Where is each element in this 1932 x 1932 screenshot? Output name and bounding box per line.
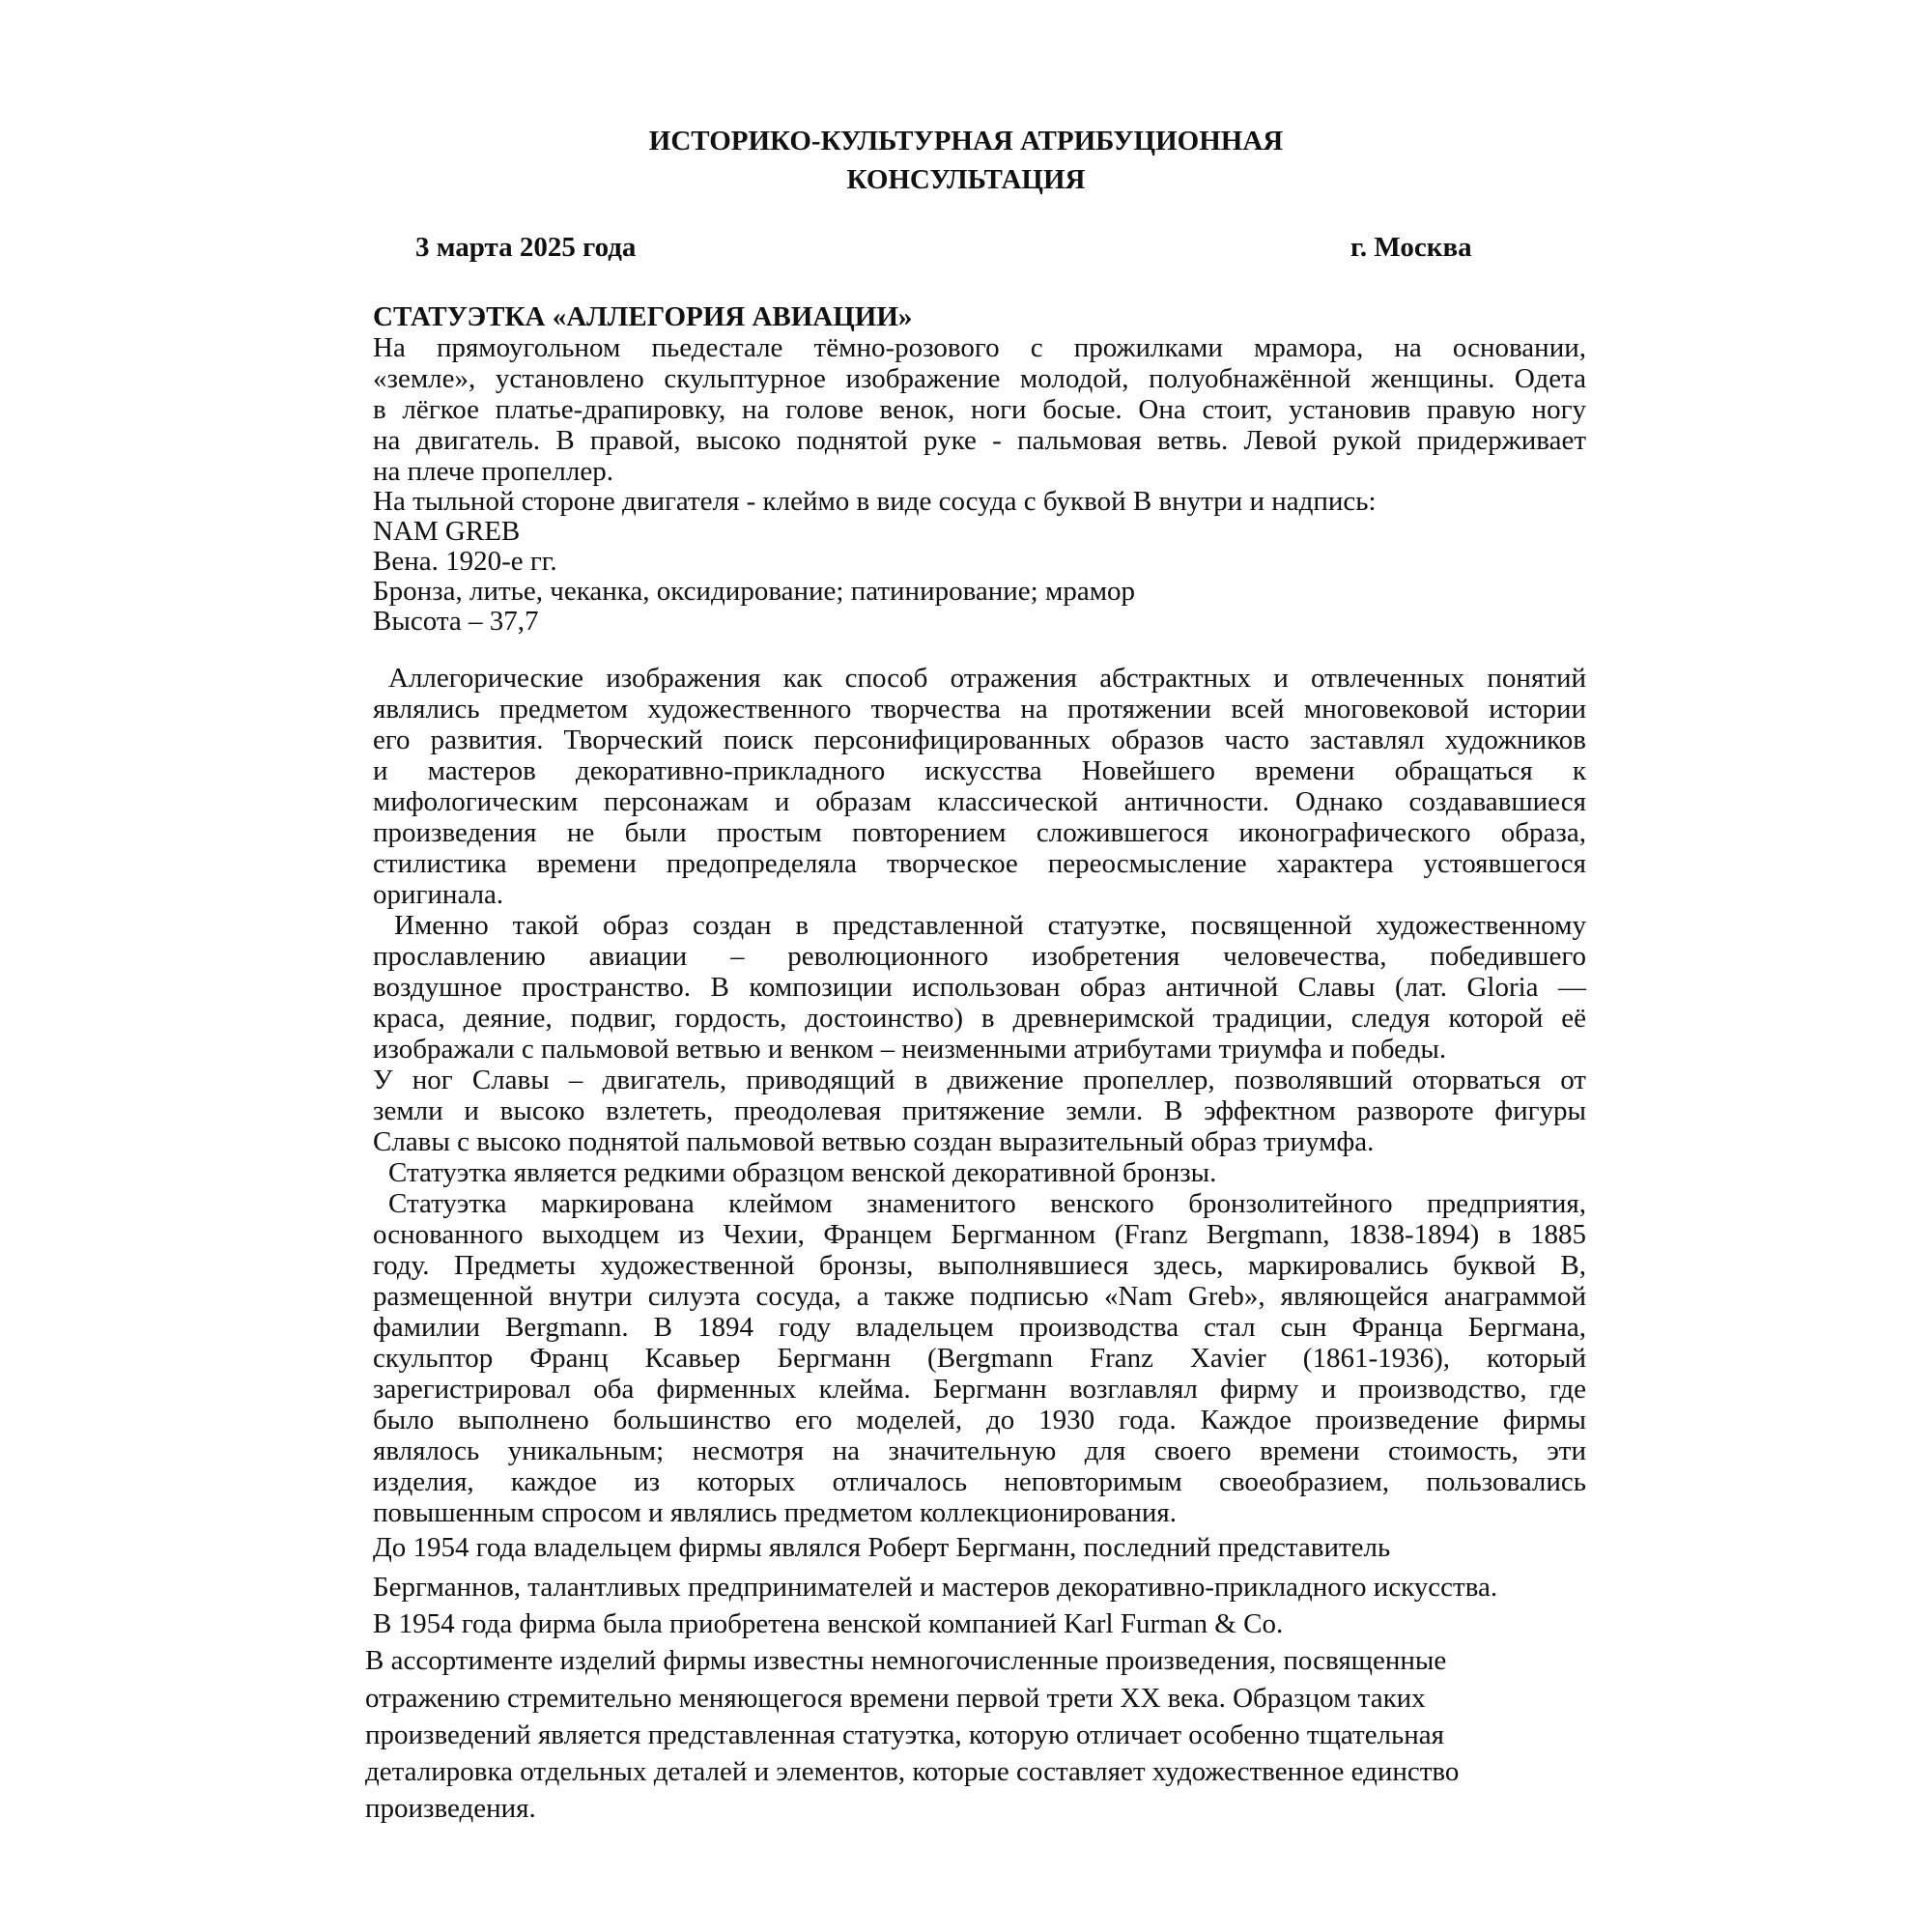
body-text-line: Бронза, литье, чеканка, оксидирование; патинирование; мрамор (373, 576, 1136, 607)
body-text-line: На тыльной стороне двигателя - клеймо в виде сосуда с буквой В внутри и надпись: (373, 486, 1377, 517)
body-text-line: Аллегорические изображения как способ отражения абстрактных и отвлеченных понятий (388, 663, 1586, 694)
body-text-line: Бергманнов, талантливых предпринимателей и мастеров декоративно-прикладного искусства. (373, 1572, 1498, 1603)
body-text-line: NAM GREB (373, 516, 521, 547)
body-text-line: До 1954 года владельцем фирмы являлся Роберт Бергманн, последний представитель (373, 1532, 1391, 1563)
body-text-line: В 1954 года фирма была приобретена венской компанией Karl Furman & Co. (373, 1608, 1284, 1639)
body-text-line: мифологическим персонажам и образам классической античности. Однако создававшиеся (373, 786, 1586, 817)
body-text-line: повышенным спросом и являлись предметом коллекционирования. (373, 1497, 1177, 1528)
body-text-line: произведений является представленная статуэтка, которую отличает особенно тщательная (365, 1719, 1444, 1750)
body-text-line: Вена. 1920-е гг. (373, 546, 557, 577)
body-text-line: прославлению авиации – революционного изобретения человечества, победившего (373, 941, 1586, 972)
body-text-line: У ног Славы – двигатель, приводящий в движение пропеллер, позволявший оторваться от (373, 1065, 1586, 1095)
body-text-line: В ассортименте изделий фирмы известны немногочисленные произведения, посвященные (365, 1645, 1447, 1676)
body-text-line: зарегистрировал оба фирменных клейма. Бергманн возглавлял фирму и производство, где (373, 1374, 1586, 1405)
body-text-line: Статуэтка маркирована клеймом знаменитого венского бронзолитейного предприятия, (388, 1188, 1586, 1219)
body-text-line: году. Предметы художественной бронзы, выполнявшиеся здесь, маркировались буквой В, (373, 1250, 1586, 1281)
section-heading: СТАТУЭТКА «АЛЛЕГОРИЯ АВИАЦИИ» (373, 301, 913, 332)
body-text-line: изображали с пальмовой ветвью и венком – неизменными атрибутами триумфа и победы. (373, 1034, 1447, 1065)
body-text-line: Славы с высоко поднятой пальмовой ветвью создан выразительный образ триумфа. (373, 1126, 1375, 1157)
body-text-line: скульптор Франц Ксавьер Бергманн (Bergmann Franz Xavier (1861-1936), который (373, 1343, 1586, 1374)
body-text-line: его развития. Творческий поиск персонифицированных образов часто заставлял художников (373, 724, 1586, 755)
body-text-line: деталировка отдельных деталей и элементов, которые составляет художественное единство (365, 1756, 1460, 1787)
document-title (0, 122, 1932, 199)
title-line-1: ИСТОРИКО-КУЛЬТУРНАЯ АТРИБУЦИОННАЯ (648, 126, 1284, 156)
body-text-line: стилистика времени предопределяла творческое переосмысление характера устоявшегося (373, 848, 1586, 879)
body-text-line: оригинала. (373, 879, 504, 910)
body-text-line: краса, деяние, подвиг, гордость, достоинство) в древнеримской традиции, следуя которой её (373, 1003, 1586, 1034)
body-text-line: произведения. (365, 1793, 536, 1824)
body-text-line: являлось уникальным; несмотря на значительную для своего времени стоимость, эти (373, 1435, 1586, 1466)
body-text-line: На прямоугольном пьедестале тёмно-розового с прожилками мрамора, на основании, (373, 332, 1586, 363)
title-line-2: КОНСУЛЬТАЦИЯ (846, 164, 1086, 195)
body-text-line: воздушное пространство. В композиции использован образ античной Славы (лат. Gloria — (373, 972, 1586, 1003)
document-city: г. Москва (1350, 232, 1472, 263)
body-text-line: отражению стремительно меняющегося времени первой трети XX века. Образцом таких (365, 1683, 1426, 1714)
body-text-line: Именно такой образ создан в представленной статуэтке, посвященной художественному (394, 910, 1586, 941)
document-date: 3 марта 2025 года (415, 232, 637, 263)
body-text-line: «земле», установлено скульптурное изображение молодой, полуобнажённой женщины. Одета (373, 363, 1586, 394)
body-text-line: в лёгкое платье-драпировку, на голове венок, ноги босые. Она стоит, установив правую ногу (373, 394, 1586, 425)
body-text-line: на плече пропеллер. (373, 456, 613, 487)
body-text-line: земли и высоко взлететь, преодолевая притяжение земли. В эффектном развороте фигуры (373, 1095, 1586, 1126)
body-text-line: фамилии Bergmann. В 1894 году владельцем производства стал сын Франца Бергмана, (373, 1312, 1586, 1343)
body-text-line: изделия, каждое из которых отличалось неповторимым своеобразием, пользовались (373, 1466, 1586, 1497)
body-text-line: размещенной внутри силуэта сосуда, а также подписью «Nam Greb», являющейся анаграммой (373, 1281, 1586, 1312)
body-text-line: являлись предметом художественного творчества на протяжении всей многовековой истории (373, 694, 1586, 724)
body-text-line: произведения не были простым повторением сложившегося иконографического образа, (373, 817, 1586, 848)
body-text-line: было выполнено большинство его моделей, до 1930 года. Каждое произведение фирмы (373, 1405, 1586, 1435)
body-text-line: на двигатель. В правой, высоко поднятой руке - пальмовая ветвь. Левой рукой придерживает (373, 425, 1586, 456)
body-text-line: Высота – 37,7 (373, 606, 539, 637)
body-text-line: Статуэтка является редкими образцом венской декоративной бронзы. (388, 1157, 1217, 1188)
body-text-line: и мастеров декоративно-прикладного искусства Новейшего времени обращаться к (373, 755, 1586, 786)
body-text-line: основанного выходцем из Чехии, Францем Бергманном (Franz Bergmann, 1838-1894) в 1885 (373, 1219, 1586, 1250)
